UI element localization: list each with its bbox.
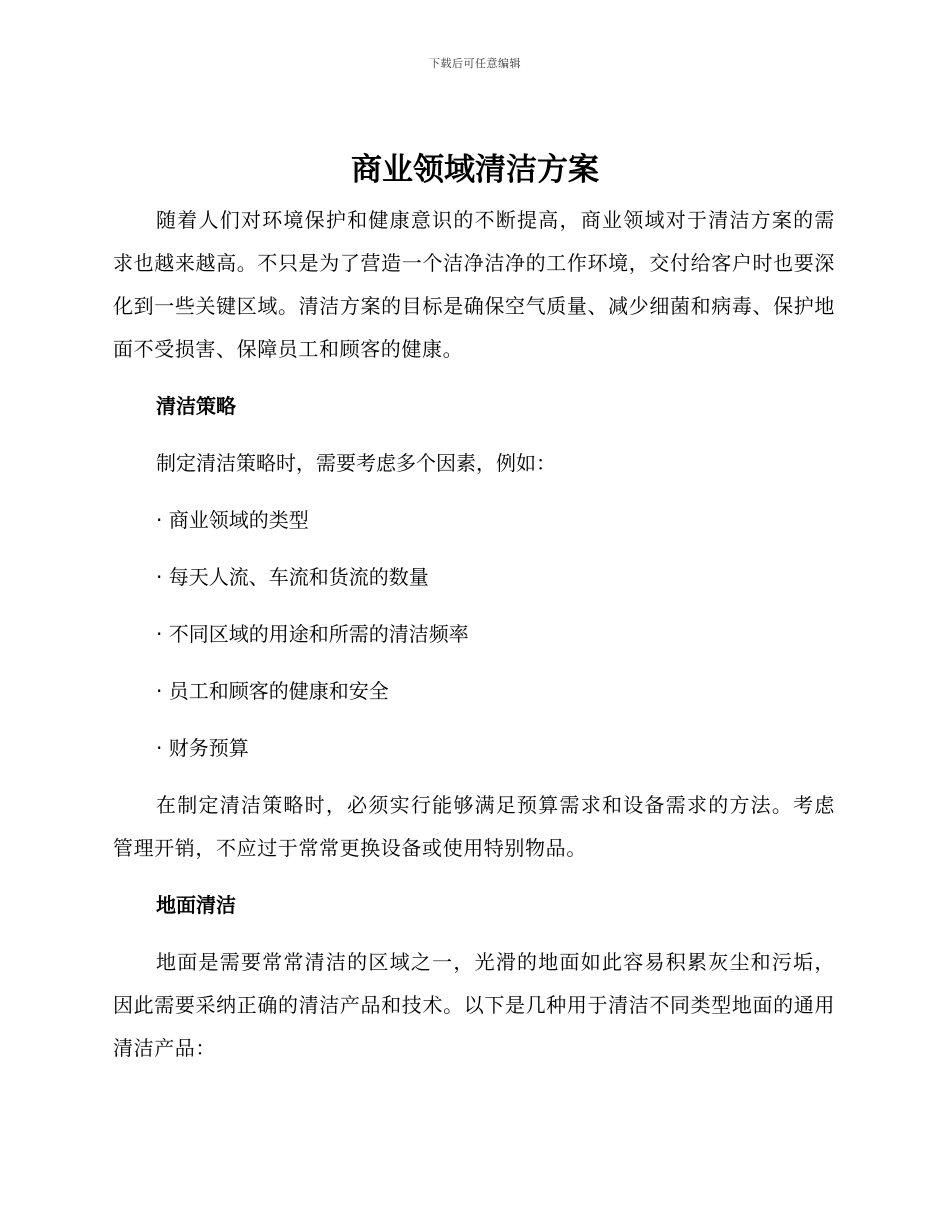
spacer: [113, 485, 835, 499]
spacer: [113, 656, 835, 670]
spacer: [113, 770, 835, 784]
spacer: [113, 927, 835, 941]
section-heading-floor-cleaning: 地面清洁: [156, 893, 236, 917]
strategy-lead-text: 制定清洁策略时，需要考虑多个因素，例如：: [156, 451, 556, 475]
spacer: [113, 542, 835, 556]
list-item: · 员工和顾客的健康和安全: [156, 679, 389, 703]
spacer: [113, 599, 835, 613]
list-item: · 商业领域的类型: [156, 508, 309, 532]
list-item: · 财务预算: [156, 736, 249, 760]
section-heading-cleaning-strategy: 清洁策略: [156, 394, 236, 418]
intro-paragraph: 随着人们对环境保护和健康意识的不断提高，商业领域对于清洁方案的需求也越来越高。不只是为了营造一个洁净洁净的工作环境，交付给客户时也要深化到一些关键区域。清洁方案的目标是确保空气质量、减少细菌和病毒、保护地面不受损害、保障员工和顾客的健康。: [113, 208, 835, 361]
spacer: [113, 870, 835, 884]
strategy-closing-paragraph: 在制定清洁策略时，必须实行能够满足预算需求和设备需求的方法。考虑管理开销，不应过于常常更换设备或使用特别物品。: [113, 793, 835, 860]
floor-cleaning-paragraph: 地面是需要常常清洁的区域之一，光滑的地面如此容易积累灰尘和污垢，因此需要采纳正确的清洁产品和技术。以下是几种用于清洁不同类型地面的通用清洁产品：: [113, 950, 835, 1060]
spacer: [113, 371, 835, 385]
list-item: · 每天人流、车流和货流的数量: [156, 565, 429, 589]
spacer: [113, 713, 835, 727]
page-header: 下载后可任意编辑: [429, 57, 521, 70]
document-body: [113, 199, 835, 1070]
document-title: 商业领域清洁方案: [351, 152, 599, 188]
list-item: · 不同区域的用途和所需的清洁频率: [156, 622, 469, 646]
spacer: [113, 428, 835, 442]
